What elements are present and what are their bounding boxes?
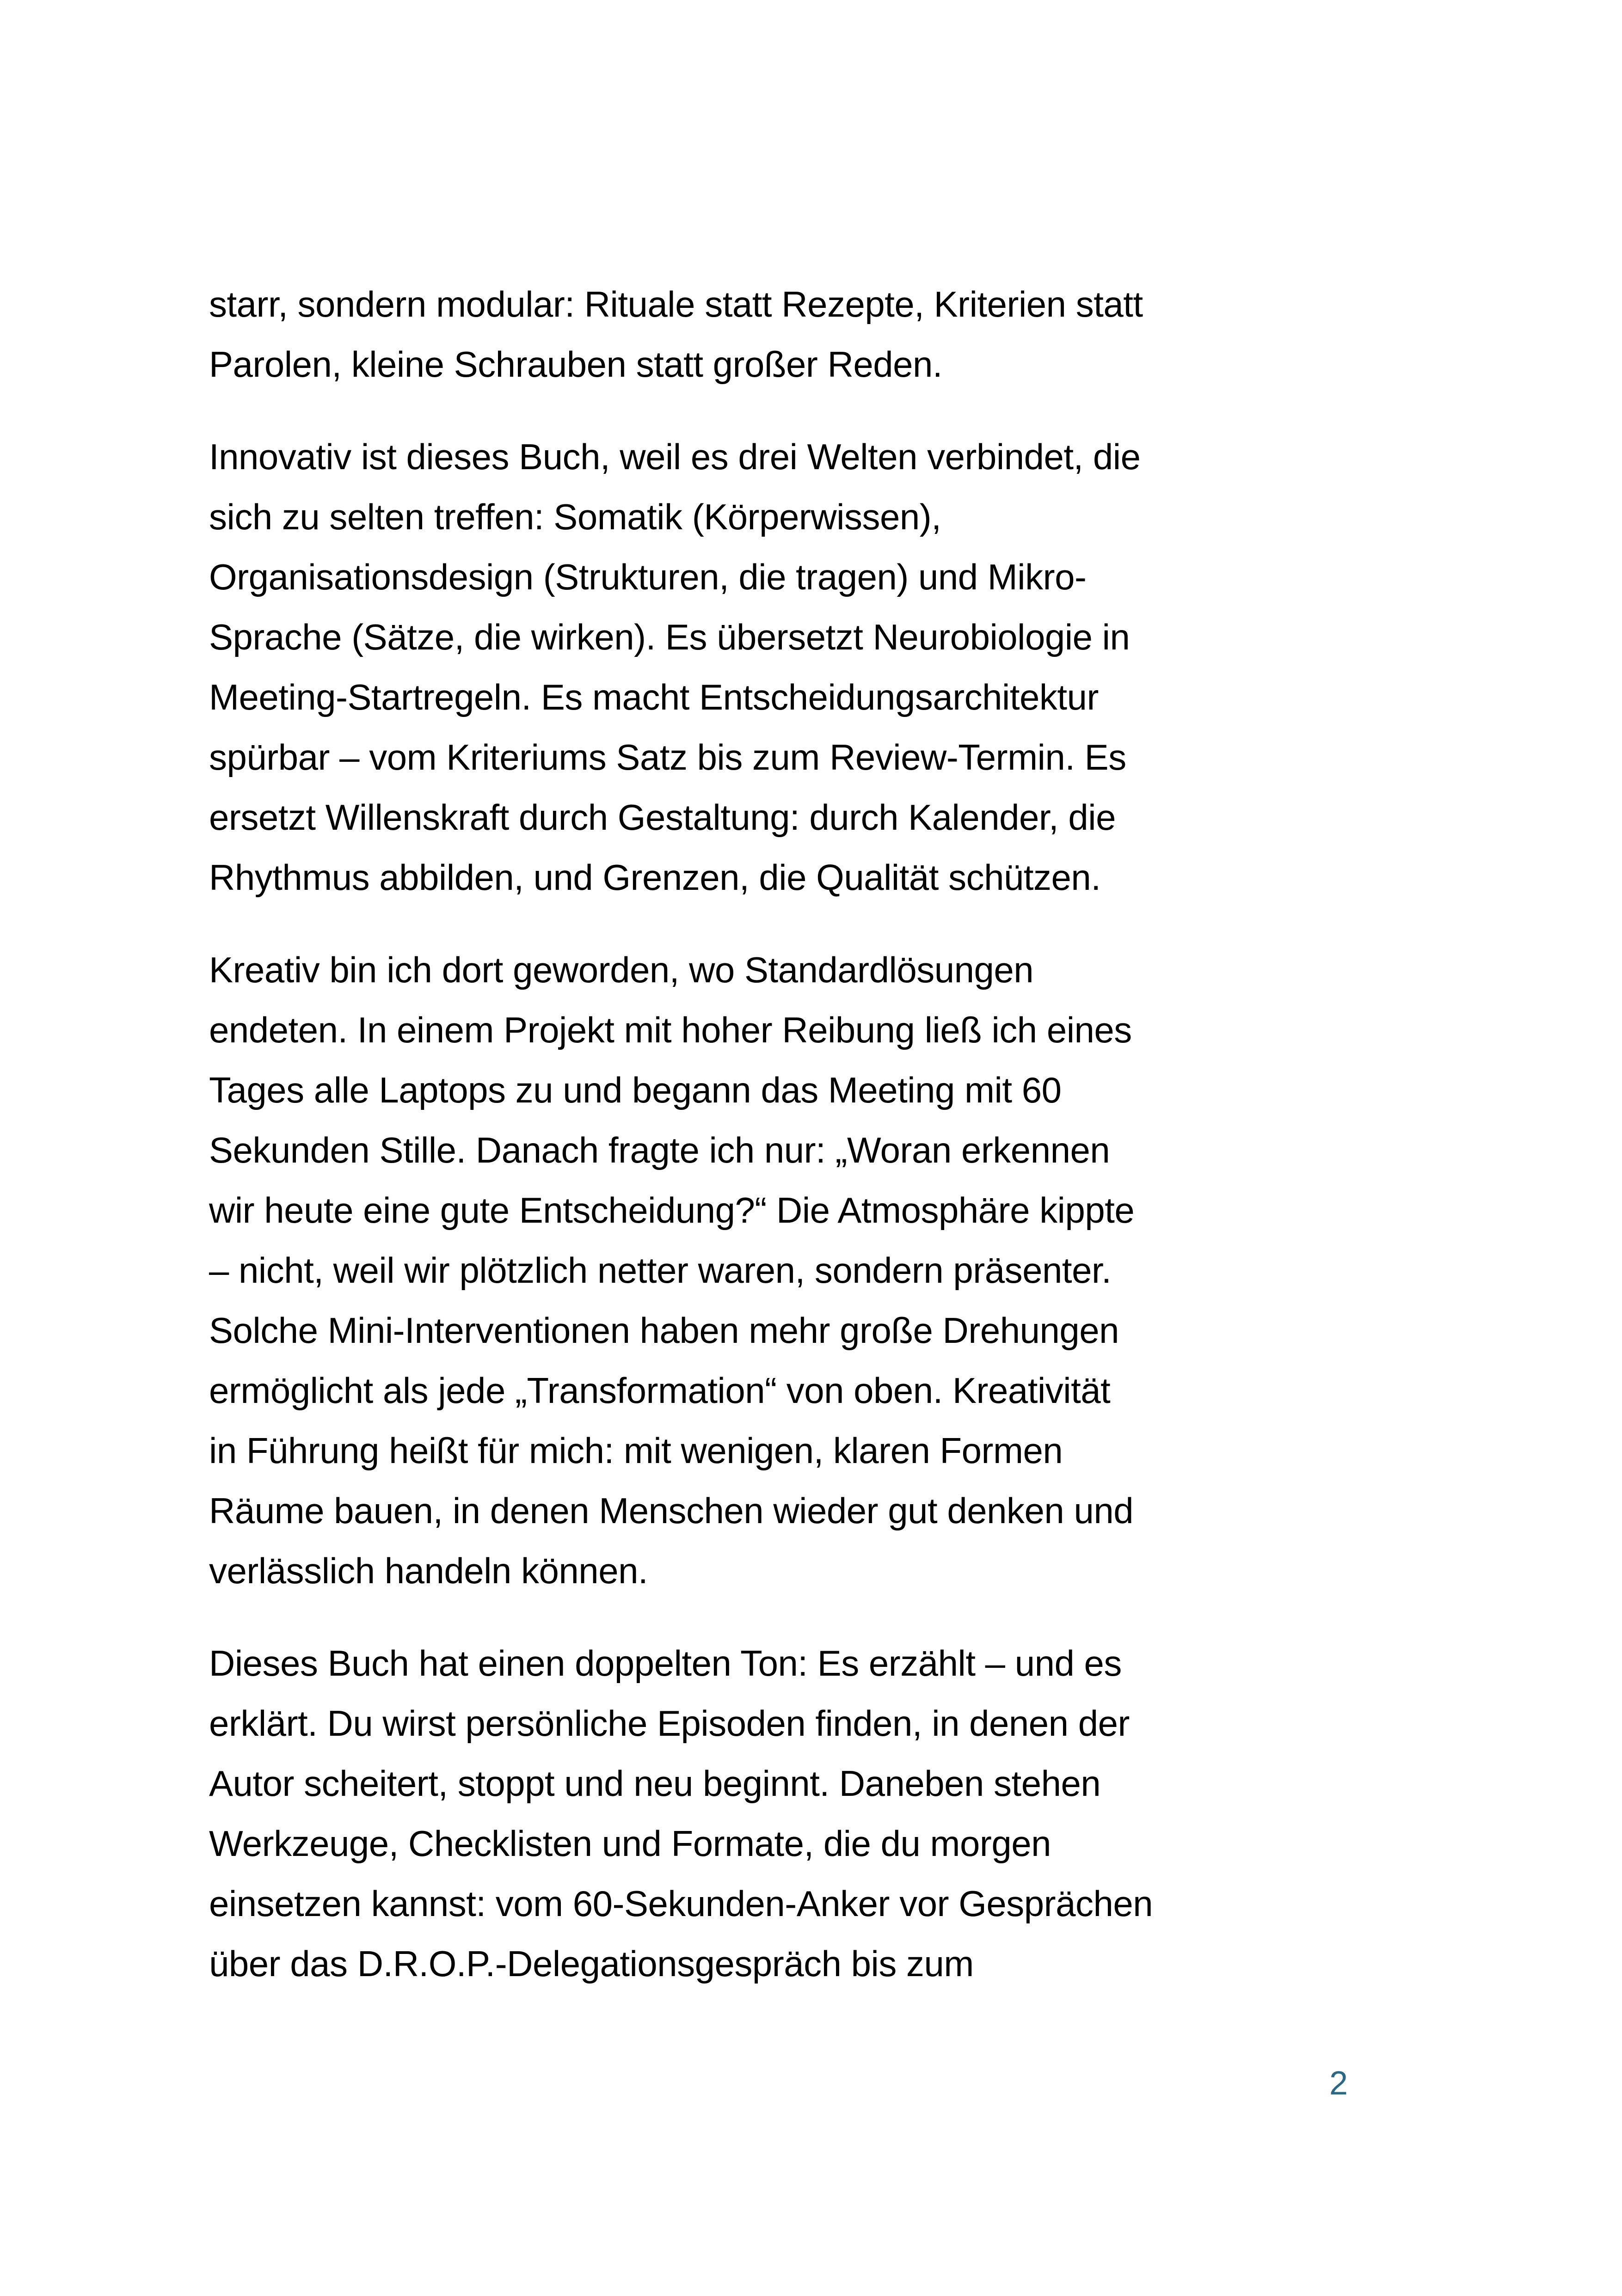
text-line: einsetzen kannst: vom 60-Sekunden-Anker vor Gesprächen xyxy=(209,1883,1153,1924)
text-line: wir heute eine gute Entscheidung?“ Die Atmosphäre kippte xyxy=(209,1190,1135,1231)
text-line: verlässlich handeln können. xyxy=(209,1550,648,1591)
text-line: erklärt. Du wirst persönliche Episoden finden, in denen der xyxy=(209,1703,1130,1744)
page-number: 2 xyxy=(1329,2065,1348,2102)
paragraph xyxy=(209,274,1430,394)
text-line: Sprache (Sätze, die wirken). Es übersetzt Neurobiologie in xyxy=(209,617,1130,657)
text-line: endeten. In einem Projekt mit hoher Reibung ließ ich eines xyxy=(209,1010,1132,1050)
text-line: spürbar – vom Kriteriums Satz bis zum Review-Termin. Es xyxy=(209,737,1126,778)
text-line: sich zu selten treffen: Somatik (Körperwissen), xyxy=(209,496,941,537)
text-line: Solche Mini-Interventionen haben mehr große Drehungen xyxy=(209,1310,1119,1351)
text-line: Autor scheitert, stoppt und neu beginnt. Daneben stehen xyxy=(209,1763,1101,1804)
paragraph xyxy=(209,427,1430,907)
text-line: – nicht, weil wir plötzlich netter waren, sondern präsenter. xyxy=(209,1250,1112,1291)
text-line: Tages alle Laptops zu und begann das Meeting mit 60 xyxy=(209,1070,1062,1110)
text-line: Meeting-Startregeln. Es macht Entscheidungsarchitektur xyxy=(209,677,1099,717)
paragraph xyxy=(209,1633,1430,1994)
text-line: Werkzeuge, Checklisten und Formate, die du morgen xyxy=(209,1823,1051,1864)
text-line: Räume bauen, in denen Menschen wieder gut denken und xyxy=(209,1490,1134,1531)
text-line: Rhythmus abbilden, und Grenzen, die Qualität schützen. xyxy=(209,857,1101,898)
text-line: Parolen, kleine Schrauben statt großer Reden. xyxy=(209,344,943,385)
text-line: Organisationsdesign (Strukturen, die tragen) und Mikro- xyxy=(209,557,1087,597)
text-line: in Führung heißt für mich: mit wenigen, klaren Formen xyxy=(209,1430,1063,1471)
text-line: Kreativ bin ich dort geworden, wo Standardlösungen xyxy=(209,949,1034,990)
text-column xyxy=(209,274,1430,2026)
text-line: ersetzt Willenskraft durch Gestaltung: durch Kalender, die xyxy=(209,797,1116,838)
paragraph xyxy=(209,940,1430,1601)
text-line: starr, sondern modular: Rituale statt Rezepte, Kriterien statt xyxy=(209,284,1143,325)
text-line: Dieses Buch hat einen doppelten Ton: Es erzählt – und es xyxy=(209,1643,1122,1684)
text-line: Sekunden Stille. Danach fragte ich nur: „Woran erkennen xyxy=(209,1130,1110,1170)
text-line: ermöglicht als jede „Transformation“ von oben. Kreativität xyxy=(209,1370,1111,1411)
text-line: Innovativ ist dieses Buch, weil es drei Welten verbindet, die xyxy=(209,436,1141,477)
text-line: über das D.R.O.P.-Delegationsgespräch bis zum xyxy=(209,1943,974,1984)
